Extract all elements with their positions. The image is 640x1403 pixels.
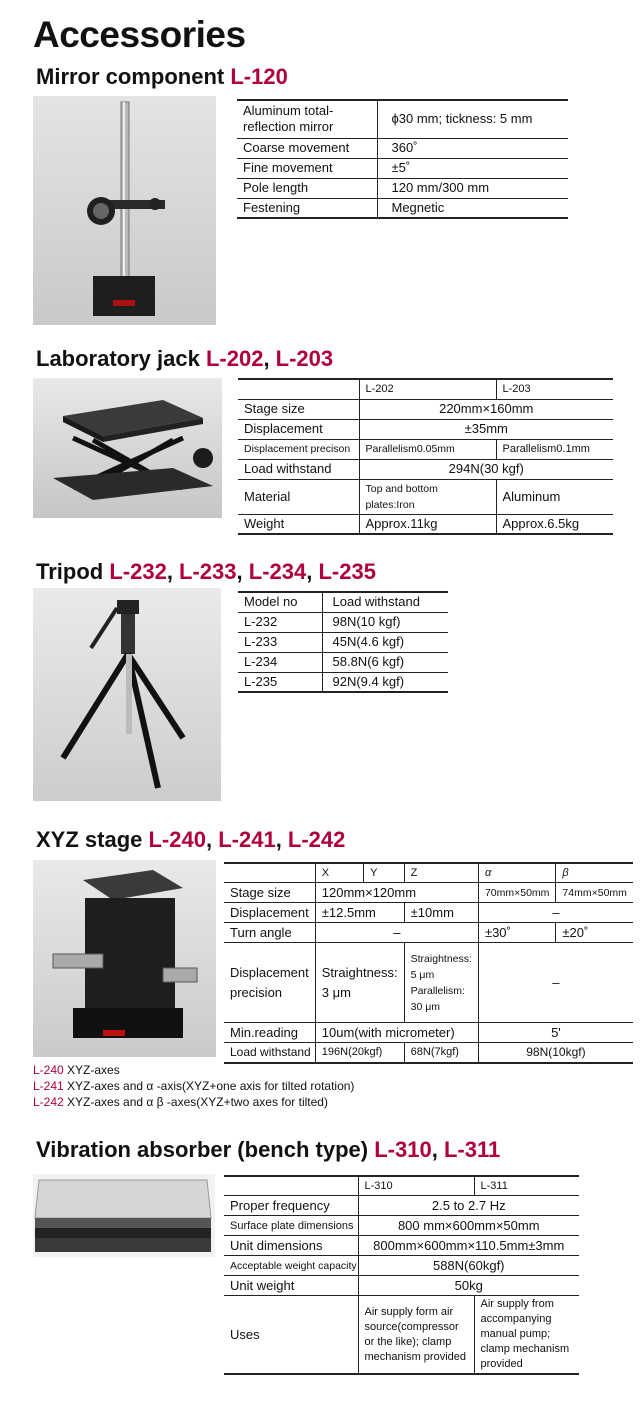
vibration-absorber-photo (33, 1174, 215, 1257)
table-row: Unit weight 50kg (224, 1276, 579, 1296)
section-title-mirror: Mirror component L-120 (36, 64, 288, 89)
table-row: Coarse movement 360˚ (237, 138, 568, 158)
table-row: Aluminum total-reflection mirror ϕ30 mm; tickness: 5 mm (237, 100, 568, 138)
table-row: L-233 45N(4.6 kgf) (238, 632, 448, 652)
mirror-component-photo (33, 96, 216, 325)
table-row: L-232 98N(10 kgf) (238, 612, 448, 632)
legend-item: L-242 XYZ-axes and α β -axes(XYZ+two axes for tilted) (33, 1095, 328, 1109)
section-title-tripod: Tripod L-232, L-233, L-234, L-235 (36, 559, 376, 584)
legend-item: L-240 XYZ-axes (33, 1063, 120, 1077)
table-row: Model no Load withstand (238, 592, 448, 612)
table-row: Surface plate dimensions 800 mm×600mm×50mm (224, 1216, 579, 1236)
table-row: Pole length 120 mm/300 mm (237, 178, 568, 198)
vibration-absorber-spec-table (224, 1175, 579, 1375)
table-row: Material Top and bottom plates:Iron Aluminum (238, 479, 613, 514)
lab-jack-photo (33, 378, 222, 518)
mirror-spec-table (237, 99, 568, 219)
table-row: Weight Approx.11kg Approx.6.5kg (238, 514, 613, 534)
table-row: Fine movement ±5˚ (237, 158, 568, 178)
page-title: Accessories (33, 14, 246, 55)
table-row: Turn angle – ±30˚ ±20˚ (224, 923, 633, 943)
table-row: Displacement precision Straightness: 3 μm Straightness: 5 μm Parallelism: 30 μm – (224, 943, 633, 1023)
tripod-spec-table (238, 591, 448, 693)
xyz-stage-spec-table (224, 862, 633, 1064)
table-row: Festening Megnetic (237, 198, 568, 218)
table-row: X Y Z α β (224, 863, 633, 883)
table-row: Load withstand 196N(20kgf) 68N(7kgf) 98N(10kgf) (224, 1043, 633, 1063)
legend-item: L-241 XYZ-axes and α -axis(XYZ+one axis for tilted rotation) (33, 1079, 355, 1093)
table-row: Stage size 220mm×160mm (238, 399, 613, 419)
table-row: Unit dimensions 800mm×600mm×110.5mm±3mm (224, 1236, 579, 1256)
table-row: Load withstand 294N(30 kgf) (238, 459, 613, 479)
section-title-vibration-absorber: Vibration absorber (bench type) L-310, L-311 (36, 1137, 501, 1162)
table-row: Acceptable weight capacity 588N(60kgf) (224, 1256, 579, 1276)
table-row: Displacement ±12.5mm ±10mm – (224, 903, 633, 923)
table-row: Min.reading 10um(with micrometer) 5' (224, 1023, 633, 1043)
table-row: Displacement precison Parallelism0.05mm Parallelism0.1mm (238, 439, 613, 459)
table-row: L-235 92N(9.4 kgf) (238, 672, 448, 692)
lab-jack-spec-table (238, 378, 613, 535)
section-title-lab-jack: Laboratory jack L-202, L-203 (36, 346, 334, 371)
table-row: Uses Air supply form air source(compressor or the like); clamp mechanism provided Air supply from accompanying manual pump; clamp mechanism provided (224, 1296, 579, 1375)
table-row: Proper frequency 2.5 to 2.7 Hz (224, 1196, 579, 1216)
table-row: L-234 58.8N(6 kgf) (238, 652, 448, 672)
table-row: L-310 L-311 (224, 1176, 579, 1196)
xyz-legend (33, 1062, 354, 1110)
table-row: Stage size 120mm×120mm 70mm×50mm 74mm×50mm (224, 883, 633, 903)
xyz-stage-photo (33, 860, 216, 1057)
table-row: Displacement ±35mm (238, 419, 613, 439)
table-row: L-202 L-203 (238, 379, 613, 399)
tripod-photo (33, 588, 221, 801)
section-title-xyz-stage: XYZ stage L-240, L-241, L-242 (36, 827, 346, 852)
